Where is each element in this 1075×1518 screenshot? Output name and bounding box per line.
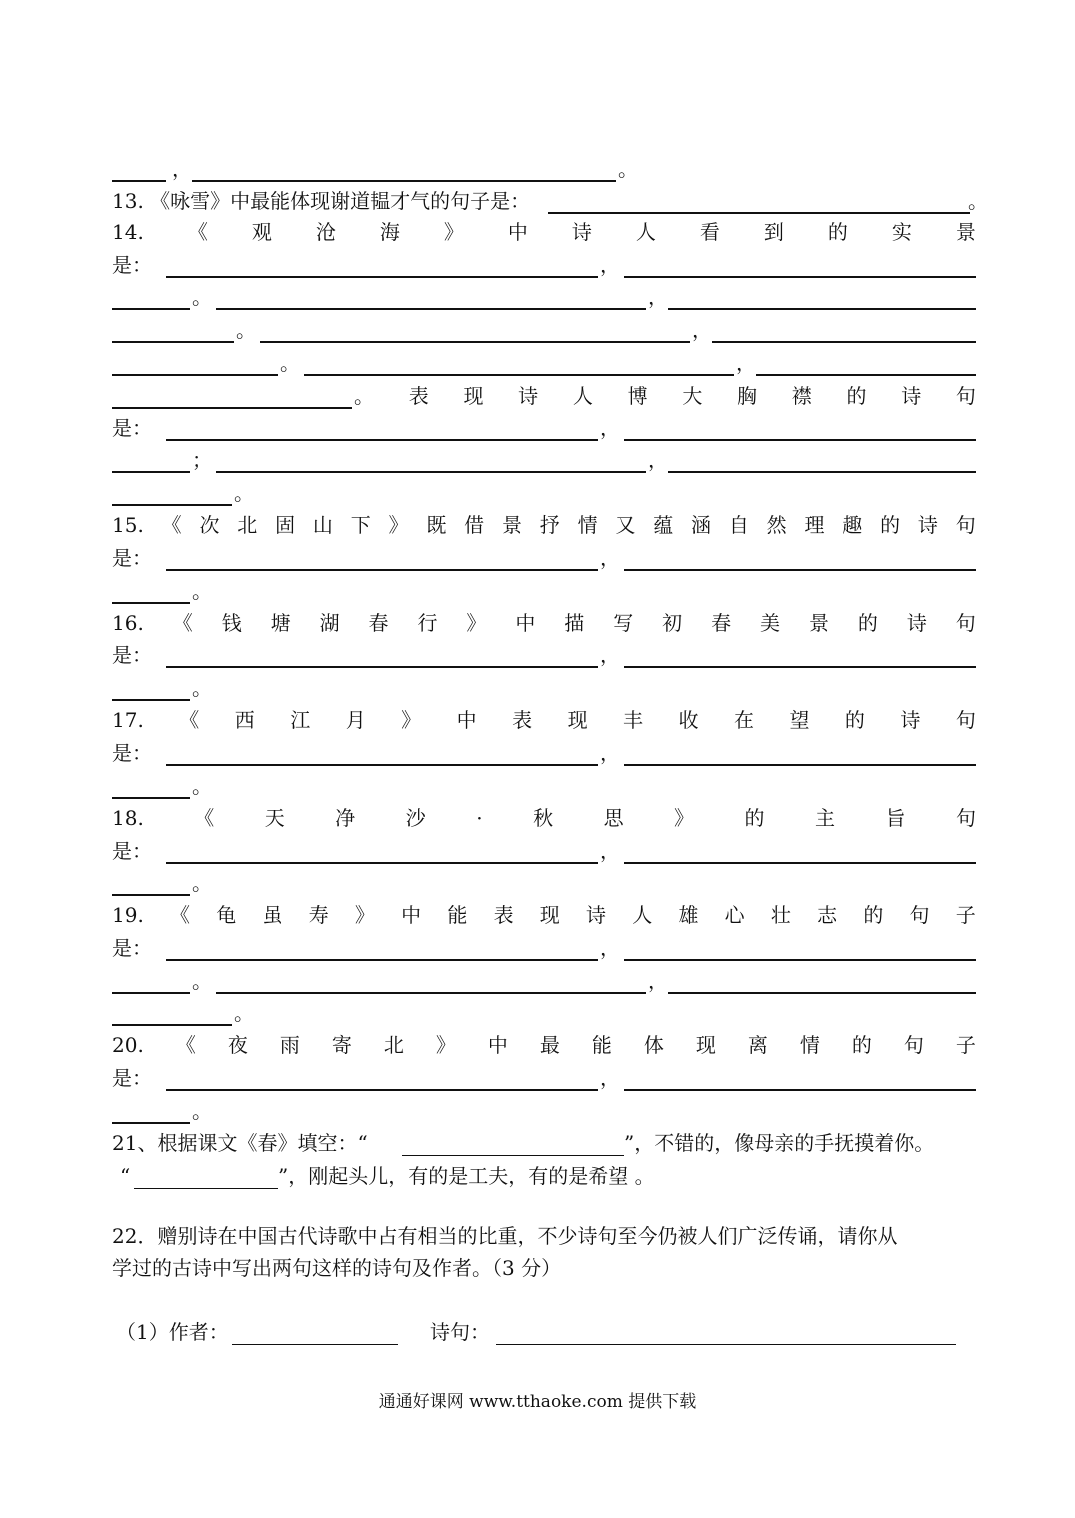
q20-answer-line-1: [112, 1061, 976, 1095]
label: 是：: [112, 741, 152, 765]
answer-blank[interactable]: [216, 308, 646, 310]
answer-blank[interactable]: [112, 602, 190, 604]
poem-blank[interactable]: [496, 1344, 956, 1345]
punct: ；: [192, 448, 212, 472]
answer-blank[interactable]: [134, 1188, 278, 1189]
answer-blank[interactable]: [668, 308, 976, 310]
punct: ，: [600, 416, 620, 440]
label: 是：: [112, 839, 152, 863]
q14-subprompt: 。 表 现 诗 人 博 大 胸 襟 的 诗 句: [354, 384, 976, 408]
punct: 。: [192, 676, 212, 700]
answer-blank[interactable]: [112, 341, 234, 343]
question-16-title: 16. 《 钱 塘 湖 春 行 》 中 描 写 初 春 美 景 的 诗 句: [112, 611, 976, 635]
question-text: 21、根据课文《春》填空：“: [112, 1131, 368, 1155]
q18-answer-line-2: [112, 866, 976, 900]
punct: ，: [600, 936, 620, 960]
label: 是：: [112, 546, 152, 570]
q20-answer-line-2: [112, 1094, 976, 1128]
q19-answer-line-2: [112, 964, 976, 998]
question-22-line-2: [112, 1251, 976, 1285]
answer-blank[interactable]: [624, 666, 976, 668]
answer-blank[interactable]: [756, 374, 976, 376]
answer-blank[interactable]: [216, 992, 646, 994]
label: 是：: [112, 416, 152, 440]
punct: 。: [234, 481, 254, 505]
question-14-title: 14. 《 观 沧 海 》 中 诗 人 看 到 的 实 景: [112, 220, 976, 244]
question-20-title: 20. 《 夜 雨 寄 北 》 中 最 能 体 现 离 情 的 句 子: [112, 1033, 976, 1057]
question-text: ”，不错的，像母亲的手抚摸着你。: [624, 1131, 935, 1155]
q14-answer-line-8: [112, 476, 976, 510]
punct: ，: [600, 741, 620, 765]
answer-blank[interactable]: [624, 764, 976, 766]
question-text: 学过的古诗中写出两句这样的诗句及作者。（3 分）: [112, 1256, 562, 1280]
punct: 。: [968, 189, 988, 213]
q14-answer-line-4: [112, 346, 976, 380]
question-15-title: 15. 《 次 北 固 山 下 》 既 借 景 抒 情 又 蕴 涵 自 然 理 趣 的 诗 句: [112, 513, 976, 537]
answer-blank[interactable]: [216, 471, 646, 473]
answer-blank[interactable]: [112, 504, 232, 506]
q14-answer-line-6: [112, 411, 976, 445]
answer-blank[interactable]: [112, 1122, 190, 1124]
answer-blank[interactable]: [712, 341, 976, 343]
answer-blank[interactable]: [668, 992, 976, 994]
answer-blank[interactable]: [624, 862, 976, 864]
answer-blank[interactable]: [402, 1155, 624, 1156]
punct: ，: [600, 839, 620, 863]
question-text: ”，刚起头儿，有的是工夫，有的是希望 。: [278, 1164, 655, 1188]
q19-answer-line-1: [112, 931, 976, 965]
q14-answer-line-3: [112, 313, 976, 347]
question-17-title: 17. 《 西 江 月 》 中 表 现 丰 收 在 望 的 诗 句: [112, 708, 976, 732]
answer-blank[interactable]: [112, 992, 190, 994]
punct: ，: [736, 351, 756, 375]
answer-blank[interactable]: [112, 308, 190, 310]
answer-blank[interactable]: [192, 180, 616, 182]
answer-blank[interactable]: [166, 1089, 598, 1091]
label: 是：: [112, 253, 152, 277]
punct: ，: [600, 643, 620, 667]
q16-answer-line-1: [112, 638, 976, 672]
answer-blank[interactable]: [624, 959, 976, 961]
author-label: （1）作者：: [116, 1320, 229, 1344]
q19-answer-line-3: [112, 996, 976, 1030]
answer-blank[interactable]: [166, 276, 598, 278]
punct: ，: [600, 253, 620, 277]
punct: 。: [280, 351, 300, 375]
question-18-title: 18. 《 天 净 沙 · 秋 思 》 的 主 旨 句: [112, 806, 976, 830]
q14-answer-line-2: [112, 280, 976, 314]
answer-blank[interactable]: [166, 439, 598, 441]
answer-blank[interactable]: [112, 471, 190, 473]
answer-blank[interactable]: [112, 407, 352, 409]
answer-blank[interactable]: [260, 341, 690, 343]
punct: 。: [192, 969, 212, 993]
label: 是：: [112, 643, 152, 667]
answer-blank[interactable]: [166, 959, 598, 961]
question-21-line-2: [112, 1159, 976, 1193]
answer-blank[interactable]: [624, 439, 976, 441]
answer-blank[interactable]: [166, 666, 598, 668]
label: 是：: [112, 936, 152, 960]
question-21-line-1: [112, 1126, 976, 1160]
answer-blank[interactable]: [112, 374, 278, 376]
q18-answer-line-1: [112, 834, 976, 868]
author-blank[interactable]: [232, 1344, 398, 1345]
answer-blank[interactable]: [304, 374, 734, 376]
answer-blank[interactable]: [112, 894, 190, 896]
question-19-title: 19. 《 龟 虽 寿 》 中 能 表 现 诗 人 雄 心 壮 志 的 句 子: [112, 903, 976, 927]
answer-blank[interactable]: [624, 1089, 976, 1091]
punct: 。: [236, 318, 256, 342]
question-22-item-1: [112, 1315, 976, 1349]
punct: ，: [600, 546, 620, 570]
answer-blank[interactable]: [548, 212, 970, 214]
answer-blank[interactable]: [112, 180, 166, 182]
question-text: 22．赠别诗在中国古代诗歌中占有相当的比重，不少诗句至今仍被人们广泛传诵，请你从: [112, 1224, 898, 1248]
answer-blank[interactable]: [624, 569, 976, 571]
q12-tail-line: [112, 152, 976, 186]
poem-label: 诗句：: [430, 1320, 490, 1344]
punct: ，: [648, 969, 668, 993]
answer-blank[interactable]: [668, 471, 976, 473]
answer-blank[interactable]: [166, 764, 598, 766]
question-22-line-1: [112, 1219, 976, 1253]
q15-answer-line-2: [112, 574, 976, 608]
q14-answer-line-7: [112, 443, 976, 477]
q17-answer-line-2: [112, 769, 976, 803]
punct: 。: [192, 774, 212, 798]
answer-blank[interactable]: [112, 1024, 232, 1026]
q17-answer-line-1: [112, 736, 976, 770]
answer-blank[interactable]: [112, 699, 190, 701]
punct: 。: [234, 1001, 254, 1025]
footer: 通通好课网 www.tthaoke.com 提供下载: [378, 1392, 697, 1412]
punct: ，: [600, 1066, 620, 1090]
punct: “: [120, 1164, 131, 1188]
answer-blank[interactable]: [166, 862, 598, 864]
punct: ，: [172, 157, 192, 181]
punct: ，: [648, 448, 668, 472]
question-text: 13. 《咏雪》中最能体现谢道韫才气的句子是：: [112, 189, 531, 213]
punct: 。: [192, 871, 212, 895]
punct: ，: [648, 285, 668, 309]
punct: 。: [618, 157, 638, 181]
label: 是：: [112, 1066, 152, 1090]
answer-blank[interactable]: [166, 569, 598, 571]
q14-answer-line-1: [112, 248, 976, 282]
punct: ，: [692, 318, 712, 342]
answer-blank[interactable]: [624, 276, 976, 278]
q15-answer-line-1: [112, 541, 976, 575]
punct: 。: [192, 579, 212, 603]
answer-blank[interactable]: [112, 797, 190, 799]
punct: 。: [192, 285, 212, 309]
punct: 。: [192, 1099, 212, 1123]
question-13: [112, 184, 988, 218]
q16-answer-line-2: [112, 671, 976, 705]
